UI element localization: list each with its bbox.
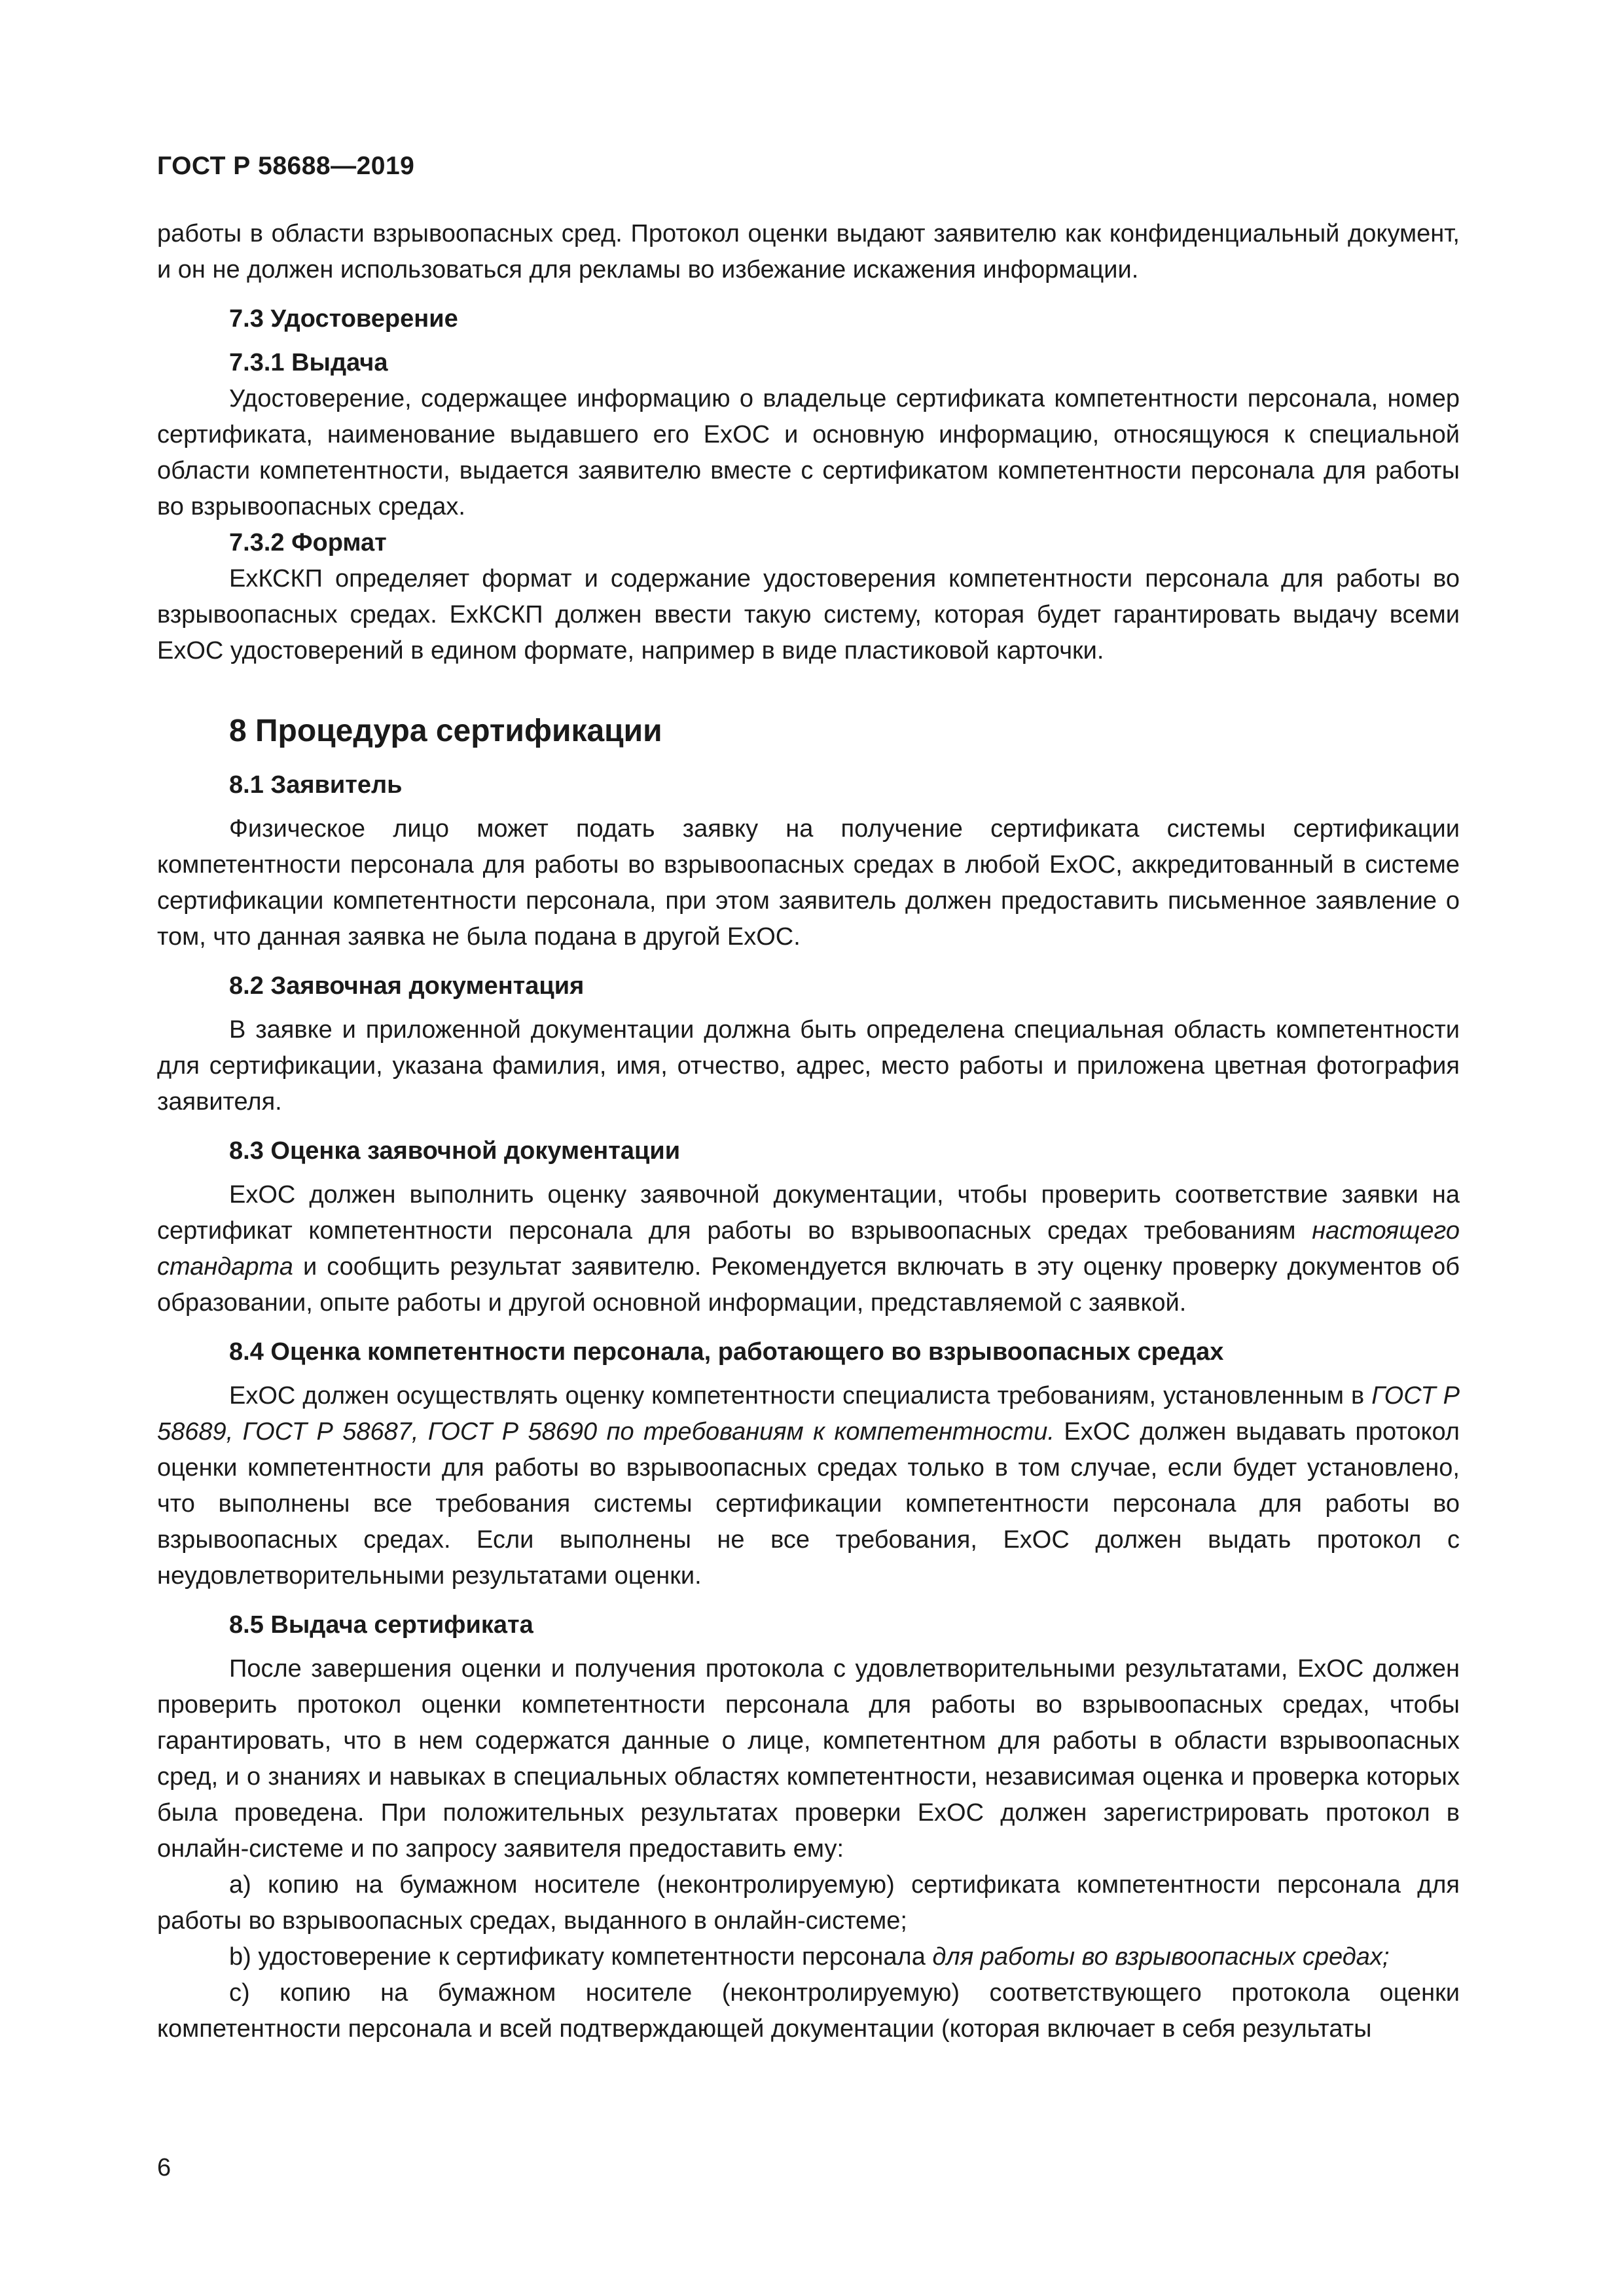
- list-item-b-italic: для работы во взрывоопасных средах;: [932, 1943, 1390, 1971]
- section-heading-8-3: 8.3 Оценка заявочной документации: [229, 1137, 681, 1165]
- paragraph-8-3-italic: настоящего стандарта: [157, 1217, 1460, 1281]
- paragraph-8-4: [157, 1378, 1460, 1594]
- paragraph-8-3: [157, 1177, 1460, 1321]
- paragraph-8-4-part-c: ExOC должен выдавать протокол оценки компетентности для работы во взрывоопасных средах только в том случае, если будет установлено, что выполнены все требования системы сертификации компетентности персонала для работы во взрывоопасных средах. Если выполнены не все требования, ExOC должен выдать протокол с неудовлетворительными результатами оценки.: [157, 1418, 1460, 1590]
- paragraph-8-3-part-a: ExOC должен выполнить оценку заявочной документации, чтобы проверить соответствие заявки на сертификат компетентности персонала для работы во взрывоопасных средах требованиям: [157, 1181, 1460, 1245]
- section-heading-8-1: 8.1 Заявитель: [229, 771, 403, 799]
- page-number: 6: [157, 2154, 171, 2181]
- section-heading-8-2: 8.2 Заявочная документация: [229, 972, 585, 1000]
- paragraph-8-3-part-c: и сообщить результат заявителю. Рекомендуется включать в эту оценку проверку документов об образовании, опыте работы и другой основной информации, представляемой с заявкой.: [157, 1253, 1460, 1317]
- section-heading-8: 8 Процедура сертификации: [229, 714, 662, 748]
- document-body: [157, 216, 1460, 2047]
- section-heading-8-4: 8.4 Оценка компетентности персонала, работающего во взрывоопасных средах: [229, 1338, 1224, 1366]
- paragraph-8-4-part-a: ExOC должен осуществлять оценку компетентности специалиста требованиям, установленным в: [229, 1382, 1372, 1410]
- section-heading-7-3: 7.3 Удостоверение: [229, 305, 458, 333]
- list-item-b: [157, 1939, 1460, 1975]
- paragraph-8-4-italic: ГОСТ Р 58689, ГОСТ Р 58687, ГОСТ Р 58690 по требованиям к компетентности.: [157, 1382, 1460, 1446]
- paragraph-intro: работы в области взрывоопасных сред. Протокол оценки выдают заявителю как конфиденциальный документ, и он не должен использоваться для рекламы во избежание искажения информации.: [157, 220, 1460, 283]
- section-heading-7-3-2: 7.3.2 Формат: [229, 529, 387, 556]
- paragraph-8-5: После завершения оценки и получения протокола с удовлетворительными результатами, ExOC должен проверить протокол оценки компетентности персонала для работы во взрывоопасных средах, чтобы гарантировать, что в нем содержатся данные о лице, компетентном для работы в области взрывоопасных сред, и о знаниях и навыках в специальных областях компетентности, независимая оценка и проверка которых была проведена. При положительных результатах проверки ExOC должен зарегистрировать протокол в онлайн-системе и по запросу заявителя предоставить ему:: [157, 1655, 1460, 1863]
- list-item-a: а) копию на бумажном носителе (неконтролируемую) сертификата компетентности персонала для работы во взрывоопасных средах, выданного в онлайн-системе;: [157, 1871, 1460, 1935]
- section-heading-8-5: 8.5 Выдача сертификата: [229, 1611, 533, 1639]
- paragraph-7-3-1: Удостоверение, содержащее информацию о владельце сертификата компетентности персонала, номер сертификата, наименование выдавшего его ExOC и основную информацию, относящуюся к специальной области компетентности, выдается заявителю вместе с сертификатом компетентности персонала для работы во взрывоопасных средах.: [157, 385, 1460, 520]
- page-header-doc-id: ГОСТ Р 58688—2019: [157, 152, 415, 180]
- list-item-b-part-a: b) удостоверение к сертификату компетентности персонала: [229, 1943, 933, 1971]
- section-heading-7-3-1: 7.3.1 Выдача: [229, 349, 388, 376]
- paragraph-8-2: В заявке и приложенной документации должна быть определена специальная область компетентности для сертификации, указана фамилия, имя, отчество, адрес, место работы и приложена цветная фотография заявителя.: [157, 1016, 1460, 1116]
- list-item-c: с) копию на бумажном носителе (неконтролируемую) соответствующего протокола оценки компетентности персонала и всей подтверждающей документации (которая включает в себя результаты: [157, 1979, 1460, 2043]
- paragraph-8-1: Физическое лицо может подать заявку на получение сертификата системы сертификации компетентности персонала для работы во взрывоопасных средах в любой ExOC, аккредитованный в системе сертификации компетентности персонала, при этом заявитель должен предоставить письменное заявление о том, что данная заявка не была подана в другой ExOC.: [157, 815, 1460, 951]
- paragraph-7-3-2: ExКСКП определяет формат и содержание удостоверения компетентности персонала для работы во взрывоопасных средах. ExКСКП должен ввести такую систему, которая будет гарантировать выдачу всеми ExOC удостоверений в едином формате, например в виде пластиковой карточки.: [157, 565, 1460, 665]
